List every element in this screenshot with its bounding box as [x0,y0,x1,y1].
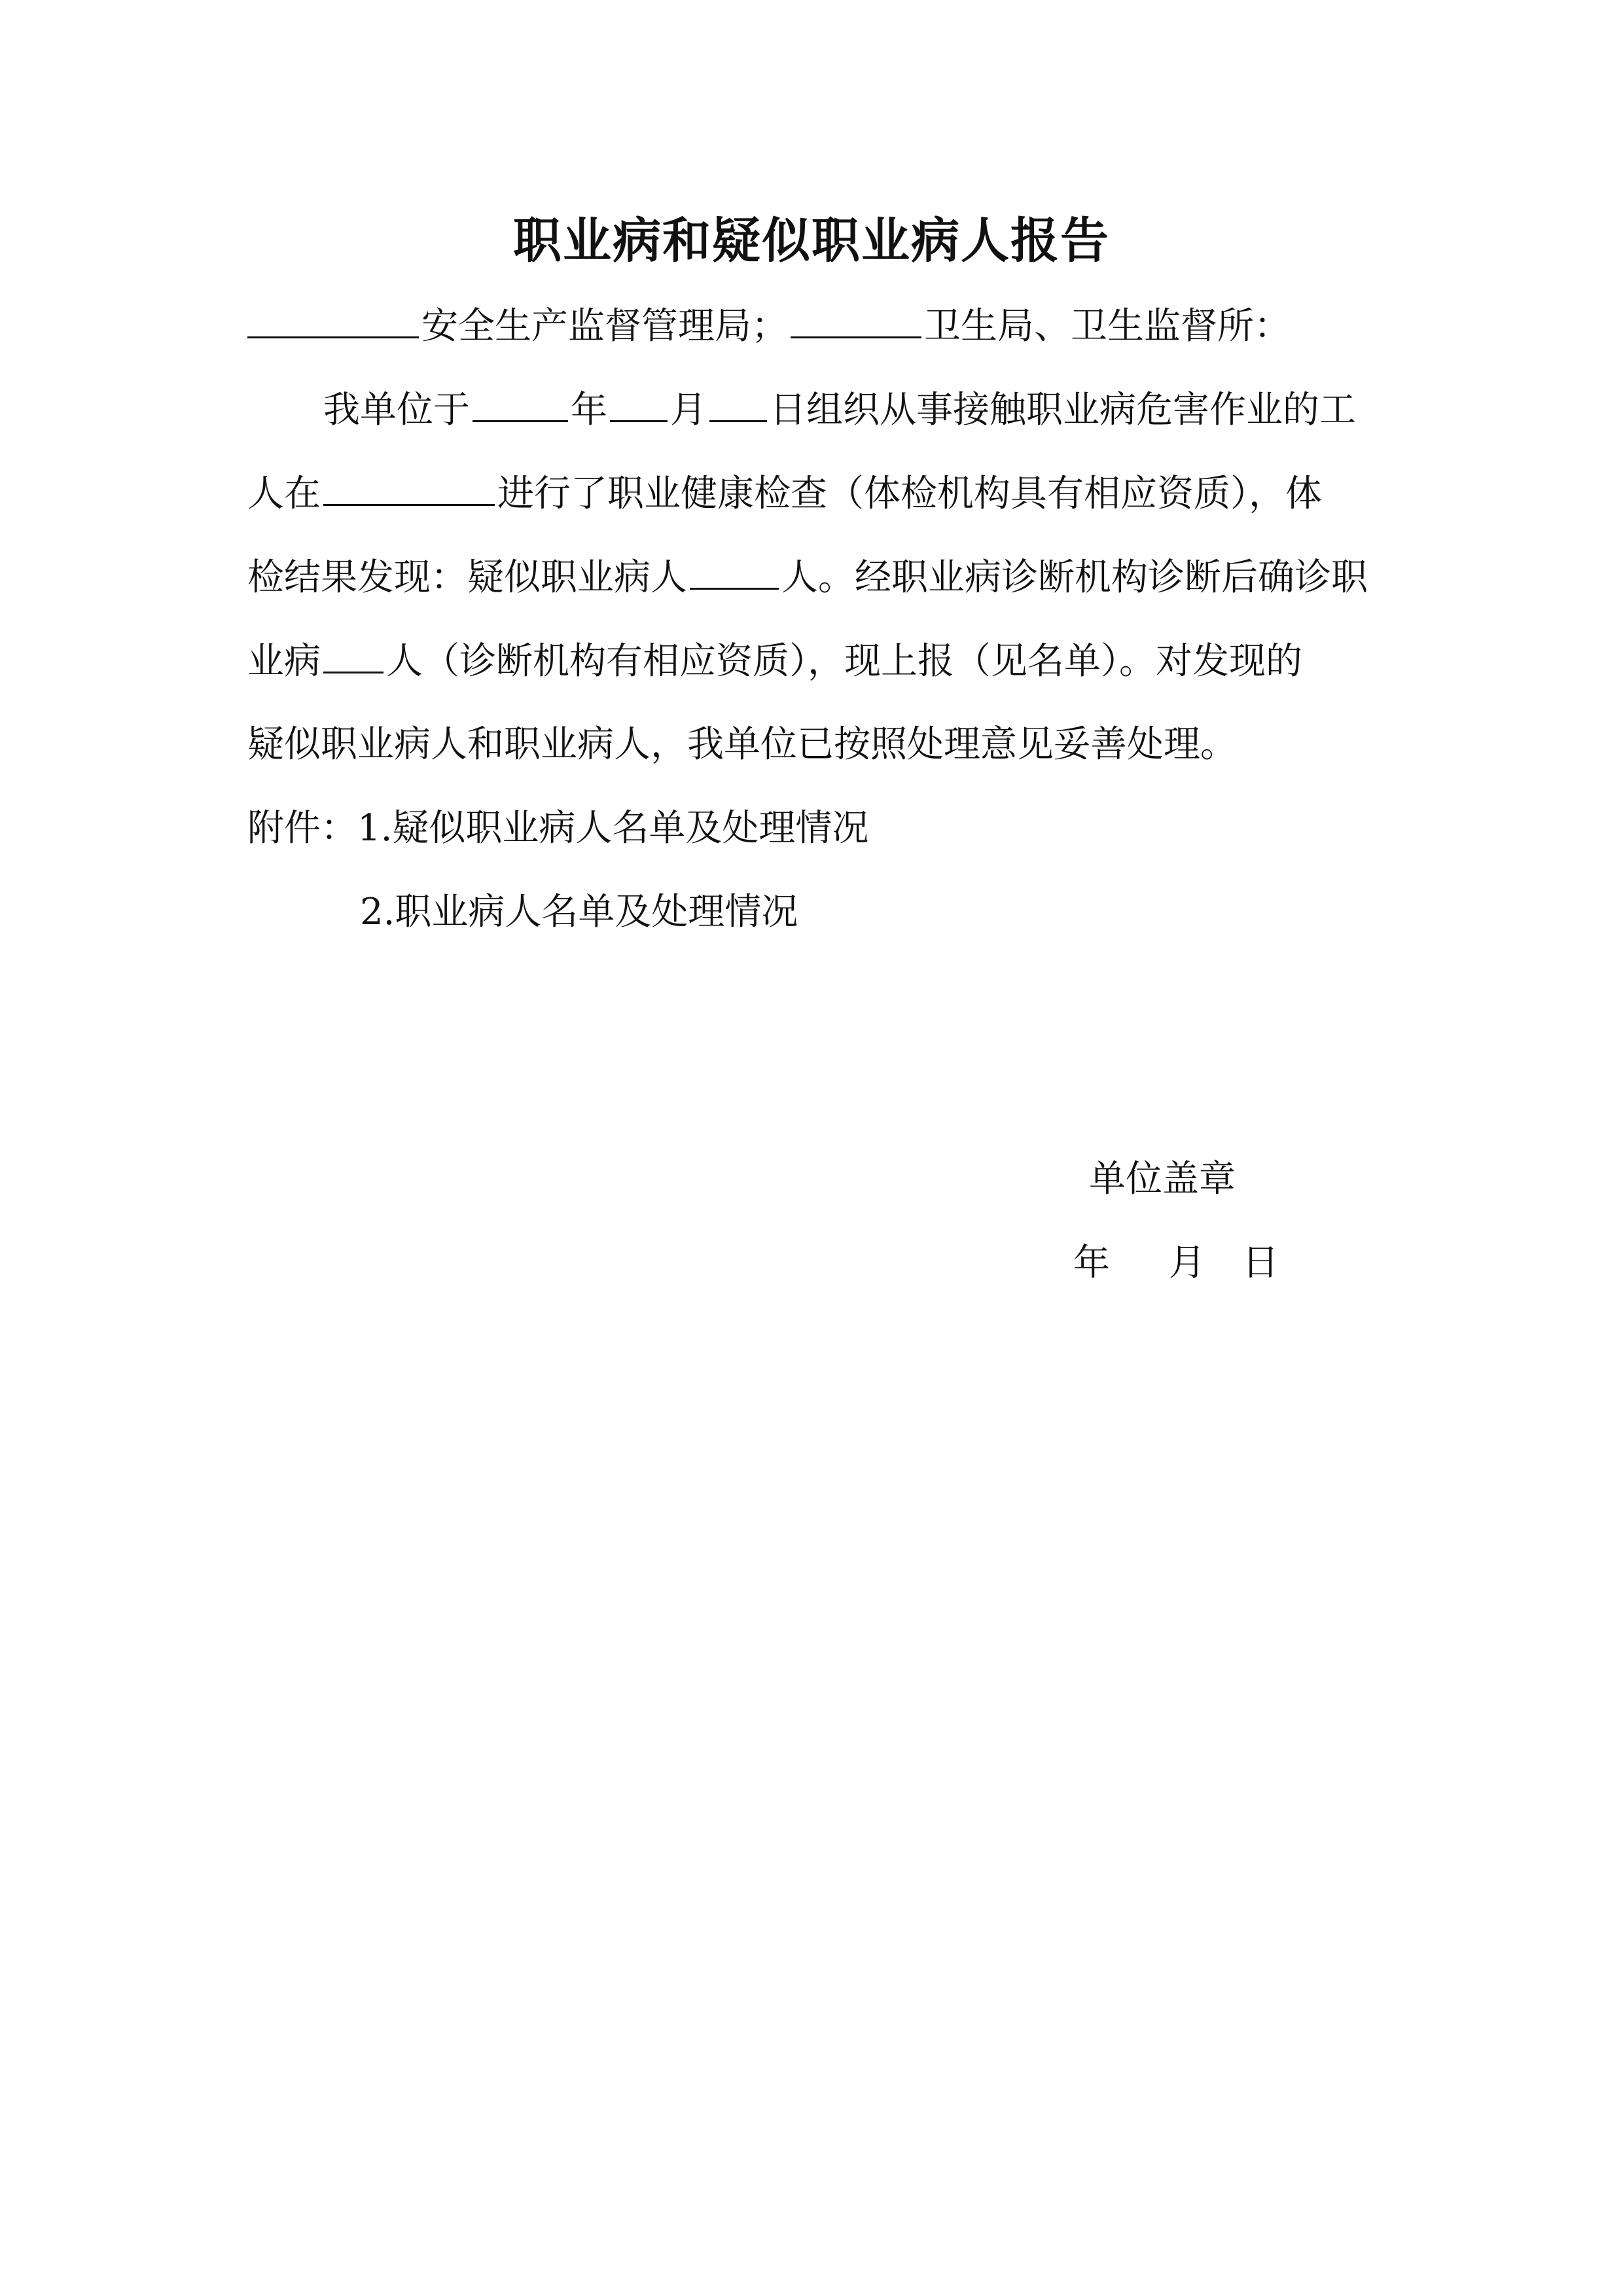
body-line-1 [323,384,1462,437]
body-text: 日组织从事接触职业病危害作业的工 [770,389,1356,431]
body-text: 人。经职业病诊断机构诊断后确诊职 [781,556,1368,599]
blank-confirmed-count[interactable] [323,635,383,673]
addressee-part1: 安全生产监督管理局； [421,305,788,348]
body-text: 月 [670,389,707,431]
addressee-line [247,300,1386,353]
date-year: 年 [1073,1242,1110,1284]
blank-exam-location[interactable] [323,467,495,506]
body-line-5: 疑似职业病人和职业病人，我单位已按照处理意见妥善处理。 [247,723,1237,766]
attachment-item-2: 2.职业病人名单及处理情况 [360,891,798,933]
body-text: 检结果发现：疑似职业病人 [247,556,687,599]
blank-suspected-count[interactable] [690,551,779,590]
addressee-part2: 卫生局、卫生监督所： [924,305,1291,348]
blank-supervision-bureau[interactable] [247,300,419,338]
date-month: 月 [1169,1242,1205,1284]
blank-year[interactable] [473,384,568,422]
body-line-3 [247,551,1386,604]
date-line [1073,1237,1279,1289]
attachment-line-2 [360,886,1499,939]
seal-label: 单位盖章 [1089,1158,1236,1200]
body-text: 人在 [247,473,321,515]
attachment-item-1: 1.疑似职业病人名单及处理情况 [357,807,869,850]
body-text: 进行了职业健康检查（体检机构具有相应资质），体 [497,473,1322,515]
blank-month[interactable] [610,384,668,422]
body-text: 年 [571,389,607,431]
document-title: 职业病和疑似职业病人报告 [513,213,1110,269]
body-line-2 [247,467,1386,520]
attachment-line-1 [247,802,1386,855]
date-day: 日 [1242,1242,1279,1284]
body-line-4 [247,635,1386,688]
blank-day[interactable] [709,384,767,422]
body-text: 业病 [247,640,321,683]
attachment-label: 附件： [247,807,357,850]
body-text: 我单位于 [323,389,470,431]
blank-health-bureau[interactable] [791,300,921,338]
body-text: 人（诊断机构有相应资质），现上报（见名单）。对发现的 [386,640,1302,683]
